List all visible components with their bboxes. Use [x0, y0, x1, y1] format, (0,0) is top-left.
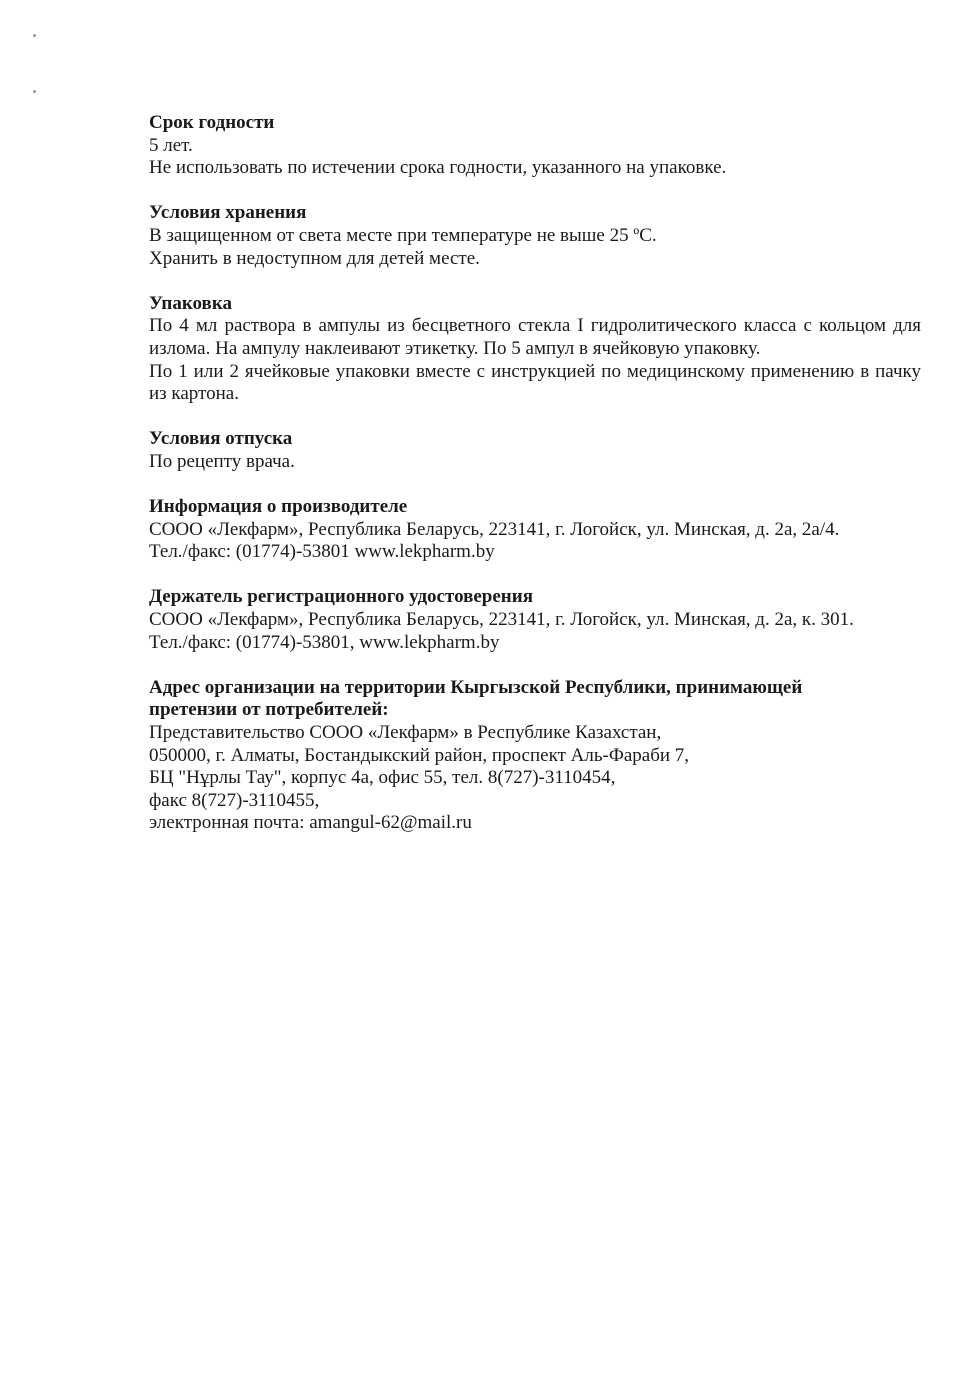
section-dispensing	[149, 428, 921, 473]
text-line: СООО «Лекфарм», Республика Беларусь, 223141, г. Логойск, ул. Минская, д. 2а, к. 301.	[149, 609, 854, 631]
text-line: Представительство СООО «Лекфарм» в Республике Казахстан,	[149, 722, 662, 744]
text-line: факс 8(727)-3110455,	[149, 789, 320, 811]
text-line: электронная почта: amangul-62@mail.ru	[149, 812, 472, 834]
text-line: По рецепту врача.	[149, 450, 295, 472]
scan-speck	[33, 34, 36, 37]
section-storage	[149, 202, 921, 270]
text-line: Хранить в недоступном для детей месте.	[149, 247, 480, 269]
text-paragraph: По 1 или 2 ячейковые упаковки вместе с инструкцией по медицинскому применению в пачку из картона.	[149, 360, 921, 405]
section-heading: Срок годности	[149, 112, 275, 133]
section-shelf-life	[149, 112, 921, 180]
section-manufacturer	[149, 496, 921, 564]
text-line: Тел./факс: (01774)-53801 www.lekpharm.by	[149, 541, 495, 563]
document-page	[149, 112, 921, 858]
section-packaging	[149, 293, 921, 406]
section-heading: Адрес организации на территории Кыргызской Республики, принимающей	[149, 676, 803, 698]
section-claims-address	[149, 677, 921, 835]
section-heading: Информация о производителе	[149, 496, 408, 518]
text-line: Тел./факс: (01774)-53801, www.lekpharm.by	[149, 631, 500, 653]
section-heading: Условия отпуска	[149, 428, 293, 450]
text-line: 050000, г. Алматы, Бостандыкский район, проспект Аль-Фараби 7,	[149, 744, 690, 766]
section-heading: Упаковка	[149, 292, 232, 314]
section-heading: претензии от потребителей:	[149, 699, 389, 721]
text-line: СООО «Лекфарм», Республика Беларусь, 223141, г. Логойск, ул. Минская, д. 2а, 2а/4.	[149, 518, 840, 540]
section-heading: Условия хранения	[149, 202, 307, 224]
scan-speck	[33, 90, 36, 93]
text-line: В защищенном от света месте при температуре не выше 25 ºС.	[149, 224, 657, 246]
section-registration-holder	[149, 586, 921, 654]
text-paragraph: По 4 мл раствора в ампулы из бесцветного стекла I гидролитического класса с кольцом для излома. На ампулу наклеивают этикетку. По 5 ампул в ячейковую упаковку.	[149, 315, 921, 359]
text-line: БЦ "Нұрлы Тау", корпус 4а, офис 55, тел. 8(727)-3110454,	[149, 767, 616, 789]
text-line: Не использовать по истечении срока годности, указанного на упаковке.	[149, 157, 727, 179]
section-heading: Держатель регистрационного удостоверения	[149, 586, 533, 608]
text-line: 5 лет.	[149, 134, 193, 156]
